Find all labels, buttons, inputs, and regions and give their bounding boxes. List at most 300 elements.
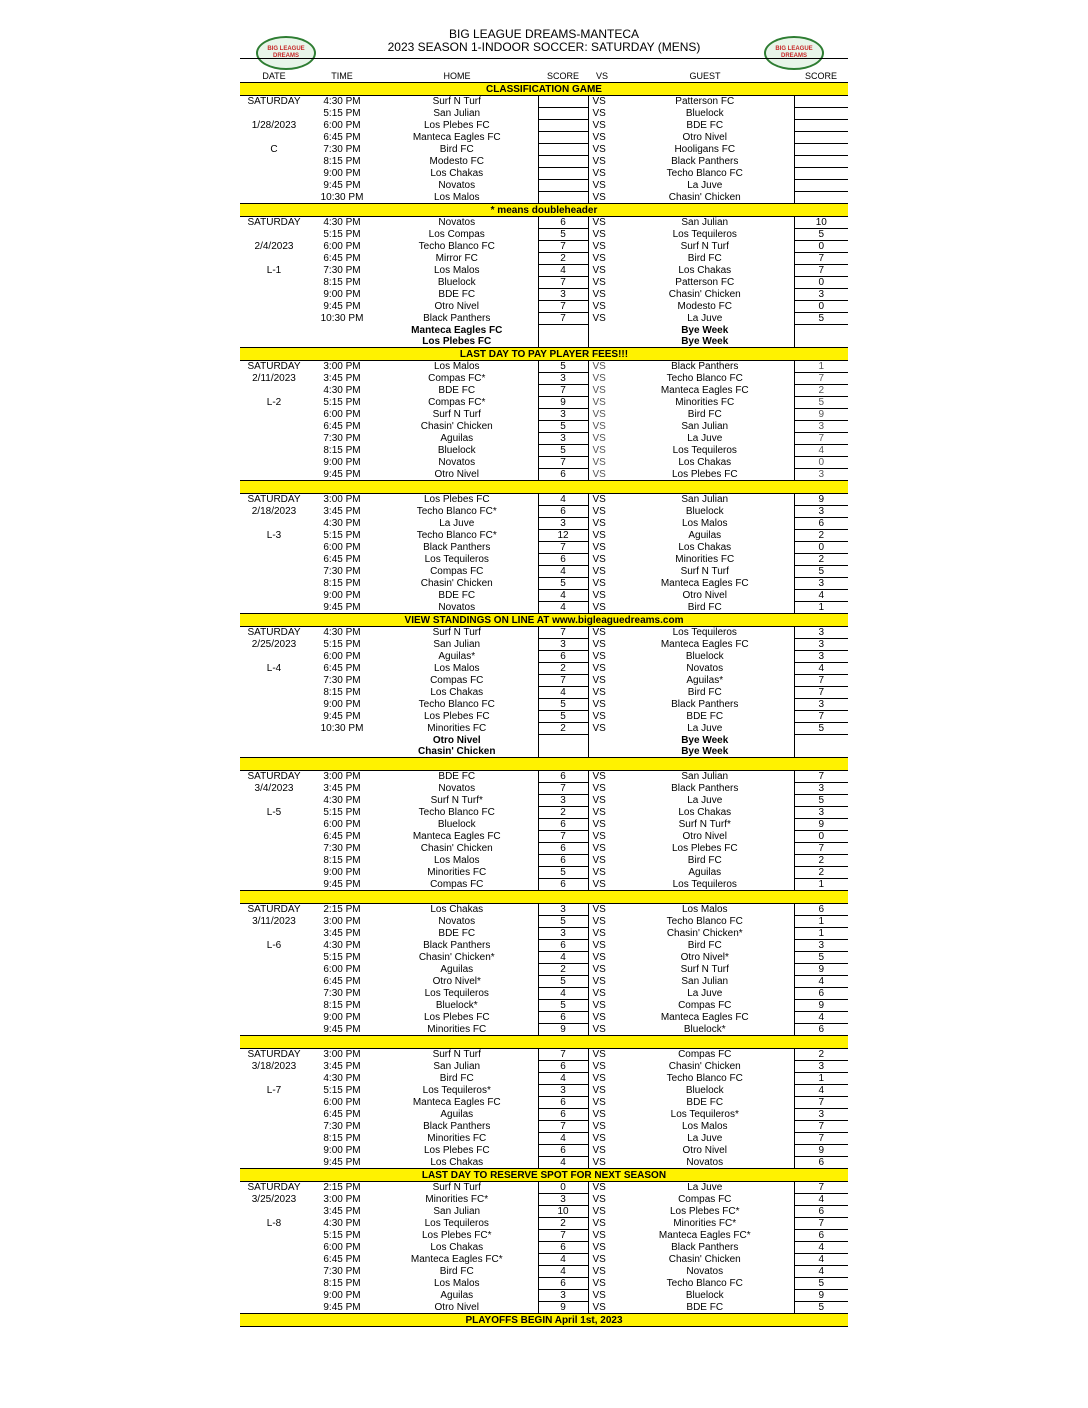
guest-score: 5 [794,1278,848,1290]
guest-score: 9 [794,1290,848,1302]
guest-team: Los Tequileros [672,627,737,639]
home-team: Los Chakas [430,1242,484,1253]
home-score: 4 [538,988,588,1000]
guest-team: Otro Nivel [682,1145,727,1156]
game-date-cell: L-2 [266,397,282,408]
game-date-cell: L-4 [266,663,282,674]
game-date-cell: SATURDAY [247,361,301,373]
game-row [240,578,848,590]
guest-score [794,168,848,180]
bye-gscore-cell [794,746,848,758]
game-date-cell [240,277,308,289]
guest-team: Black Panthers [671,361,739,373]
game-row [240,457,848,469]
game-date-cell [240,879,308,891]
home-score: 7 [538,783,588,795]
vs-label: VS [592,1023,606,1035]
game-time: 9:00 PM [323,289,361,300]
guest-team: Bluelock [685,1290,724,1301]
home-team: Surf N Turf [432,409,481,420]
game-time: 7:30 PM [323,265,361,276]
title-line-2: 2023 SEASON 1-INDOOR SOCCER: SATURDAY (MENS) [387,40,701,54]
guest-score: 6 [794,1024,848,1036]
vs-label: VS [592,156,606,167]
game-time: 9:45 PM [323,1156,361,1168]
guest-team: Bird FC [687,409,722,420]
game-row [240,108,848,120]
home-score: 5 [538,976,588,988]
game-date-cell: 3/25/2023 [251,1194,297,1205]
guest-team: Los Plebes FC [671,843,738,854]
game-row [240,530,848,542]
week-banner [240,758,848,771]
banner-text: LAST DAY TO RESERVE SPOT FOR NEXT SEASON [240,1169,848,1182]
game-time: 8:15 PM [323,1000,361,1011]
game-time: 5:15 PM [323,807,361,818]
game-time: 10:30 PM [320,723,364,734]
home-team: Los Plebes FC [423,1145,490,1156]
week-banner [240,481,848,494]
game-time: 6:45 PM [323,421,361,432]
game-time: 3:45 PM [323,1206,361,1217]
home-team: Los Tequileros [424,988,489,999]
guest-team: Black Panthers [671,156,739,167]
home-team: BDE FC [438,289,476,300]
guest-team: La Juve [687,433,723,444]
home-score: 7 [538,1121,588,1133]
guest-score: 3 [794,1109,848,1121]
game-date-cell [240,867,308,879]
game-time: 8:15 PM [323,687,361,698]
home-team: Aguilas [440,1290,474,1301]
column-header-guest: GUEST [616,70,794,83]
game-time: 4:30 PM [323,627,361,639]
vs-label: VS [592,277,606,288]
home-team: Minorities FC [427,723,487,734]
game-date-cell [240,952,308,964]
home-score: 6 [538,843,588,855]
game-row [240,1278,848,1290]
guest-score: 5 [794,723,848,735]
vs-label: VS [592,361,606,373]
home-team: Compas FC [430,675,484,686]
game-date-cell [240,1012,308,1024]
column-header-vs: VS [588,70,616,83]
home-score: 5 [538,867,588,879]
vs-label: VS [592,855,606,866]
game-time: 4:30 PM [323,795,361,806]
home-score: 7 [538,831,588,843]
vs-label: VS [592,711,606,722]
bye-time-cell [308,336,376,348]
game-date-cell: SATURDAY [247,627,301,639]
game-row [240,1218,848,1230]
home-team: Bird FC [439,144,474,155]
game-time: 9:00 PM [323,1145,361,1156]
guest-team: Black Panthers [671,699,739,710]
guest-score: 0 [794,241,848,253]
vs-label: VS [592,132,606,143]
bye-week-label: Bye Week [681,734,729,746]
guest-team: Manteca Eagles FC [660,385,749,396]
week-banner [240,1169,848,1182]
game-date-cell [240,1157,308,1169]
game-row [240,940,848,952]
home-team: Surf N Turf [432,627,481,639]
game-row [240,1230,848,1242]
game-time: 7:30 PM [323,433,361,444]
vs-label: VS [592,289,606,300]
bye-row [240,735,848,747]
home-team: Otro Nivel [434,468,479,480]
guest-team: Los Chakas [678,542,732,553]
home-team: Los Chakas [430,687,484,698]
home-score: 7 [538,627,588,639]
guest-score: 3 [794,469,848,481]
vs-label: VS [592,180,606,191]
home-team: Techo Blanco FC* [416,506,497,517]
vs-label: VS [592,807,606,818]
game-row [240,651,848,663]
home-score: 2 [538,663,588,675]
vs-label: VS [592,1121,606,1132]
guest-team: Minorities FC [675,397,735,408]
home-team: Techo Blanco FC [418,807,495,818]
game-row [240,1242,848,1254]
game-time: 6:45 PM [323,554,361,565]
game-row [240,132,848,144]
home-score: 5 [538,421,588,433]
home-score: 7 [538,542,588,554]
home-score: 3 [538,433,588,445]
guest-score: 1 [794,928,848,940]
guest-score: 7 [794,265,848,277]
home-score: 6 [538,855,588,867]
home-team: Black Panthers [423,542,491,553]
game-time: 8:15 PM [323,1278,361,1289]
guest-team: La Juve [687,988,723,999]
home-team: Modesto FC [429,156,484,167]
game-time: 8:15 PM [323,1133,361,1144]
game-row [240,639,848,651]
home-team: Bird FC [439,1266,474,1277]
guest-score: 6 [794,904,848,916]
guest-team: Compas FC [678,1049,732,1061]
game-row [240,373,848,385]
home-score: 6 [538,1109,588,1121]
game-time: 8:15 PM [323,156,361,167]
game-time: 7:30 PM [323,566,361,577]
guest-team: Manteca Eagles FC [660,639,749,650]
home-team: San Julian [433,639,481,650]
game-row [240,241,848,253]
guest-score: 7 [794,771,848,783]
guest-score [794,144,848,156]
game-time: 5:15 PM [323,229,361,240]
home-score: 3 [538,904,588,916]
game-date-cell [240,1254,308,1266]
home-team: Aguilas [440,1109,474,1120]
home-score [538,180,588,192]
guest-team: Bird FC [687,253,722,264]
game-date-cell [240,1133,308,1145]
game-row [240,1121,848,1133]
game-row [240,385,848,397]
guest-score: 6 [794,988,848,1000]
vs-label: VS [592,627,606,639]
guest-team: Black Panthers [671,783,739,794]
home-score: 4 [538,1266,588,1278]
guest-team: Manteca Eagles FC [660,578,749,589]
game-row [240,1157,848,1169]
vs-label: VS [592,723,606,734]
game-date-cell: SATURDAY [247,96,301,108]
game-row [240,289,848,301]
guest-score: 7 [794,1182,848,1194]
banner-text: * means doubleheader [240,204,848,217]
game-time: 6:00 PM [323,409,361,420]
guest-team: Los Tequileros [672,229,737,240]
guest-team: Manteca Eagles FC* [658,1230,751,1241]
home-score: 6 [538,651,588,663]
guest-score: 4 [794,976,848,988]
home-score: 4 [538,566,588,578]
guest-team: Bluelock [685,506,724,517]
week-banner [240,348,848,361]
week-banner [240,891,848,904]
game-date-cell [240,699,308,711]
home-score: 2 [538,964,588,976]
guest-score: 2 [794,1049,848,1061]
game-time: 9:45 PM [323,468,361,480]
game-date-cell [240,988,308,1000]
guest-score: 9 [794,819,848,831]
vs-label: VS [592,1266,606,1277]
game-time: 9:00 PM [323,1012,361,1023]
home-team: Techo Blanco FC* [416,530,497,541]
home-team: Manteca Eagles FC [412,1097,501,1108]
guest-team: Bluelock [685,651,724,662]
column-header-guest-score: SCORE [794,70,848,83]
home-team: Los Malos [433,855,480,866]
game-row [240,1000,848,1012]
game-row [240,1097,848,1109]
home-team: Chasin' Chicken [420,843,493,854]
home-score: 9 [538,1302,588,1314]
game-time: 4:30 PM [323,385,361,396]
game-row [240,180,848,192]
game-row [240,831,848,843]
vs-label: VS [592,675,606,686]
vs-label: VS [592,795,606,806]
game-row [240,96,848,108]
guest-team: Aguilas [688,867,722,878]
vs-label: VS [592,191,606,203]
game-row [240,964,848,976]
vs-label: VS [592,253,606,264]
home-score: 6 [538,1242,588,1254]
home-score [538,108,588,120]
game-date-cell [240,1278,308,1290]
vs-label: VS [592,373,606,384]
guest-team: Chasin' Chicken* [666,928,743,939]
game-row [240,469,848,481]
game-time: 9:45 PM [323,301,361,312]
home-score: 4 [538,494,588,506]
home-team: Novatos [438,783,476,794]
guest-score: 2 [794,855,848,867]
game-time: 4:30 PM [323,518,361,529]
game-date-cell [240,964,308,976]
game-time: 5:15 PM [323,639,361,650]
game-row [240,723,848,735]
guest-score [794,96,848,108]
guest-team: Chasin' Chicken [668,1061,741,1072]
game-time: 5:15 PM [323,1230,361,1241]
game-row [240,192,848,204]
home-team: Novatos [438,217,476,229]
game-time: 3:00 PM [323,771,361,783]
guest-score: 1 [794,879,848,891]
game-row [240,1133,848,1145]
footer-banner-text: PLAYOFFS BEGIN April 1st, 2023 [240,1314,848,1327]
home-score: 7 [538,457,588,469]
game-date-cell: 1/28/2023 [251,120,297,131]
game-row [240,783,848,795]
vs-label: VS [592,120,606,131]
home-score: 4 [538,1254,588,1266]
game-time: 5:15 PM [323,397,361,408]
guest-score: 4 [794,1266,848,1278]
game-row [240,1012,848,1024]
vs-label: VS [592,1156,606,1168]
game-row [240,1266,848,1278]
game-row [240,904,848,916]
vs-label: VS [592,1073,606,1084]
game-date-cell [240,385,308,397]
home-score: 9 [538,1024,588,1036]
vs-label: VS [592,566,606,577]
guest-score: 9 [794,964,848,976]
game-row [240,843,848,855]
guest-team: San Julian [681,421,729,432]
home-team: Los Plebes FC [423,120,490,131]
game-date-cell: L-8 [266,1218,282,1229]
guest-score: 4 [794,1242,848,1254]
game-date-cell [240,1000,308,1012]
guest-score: 0 [794,301,848,313]
guest-team: Bird FC [687,687,722,698]
guest-score: 5 [794,313,848,325]
guest-score [794,132,848,144]
game-date-cell [240,687,308,699]
game-date-cell [240,651,308,663]
vs-label: VS [592,819,606,830]
guest-score: 5 [794,795,848,807]
guest-team: Chasin' Chicken [668,191,741,203]
home-team: Chasin' Chicken [420,421,493,432]
home-team: San Julian [433,108,481,119]
guest-score: 9 [794,1145,848,1157]
guest-score: 2 [794,554,848,566]
game-row [240,1206,848,1218]
guest-score: 1 [794,916,848,928]
home-score: 7 [538,301,588,313]
game-date-cell [240,409,308,421]
guest-score: 2 [794,867,848,879]
vs-label: VS [592,601,606,613]
game-row [240,819,848,831]
home-team: Aguilas* [438,651,476,662]
vs-label: VS [592,542,606,553]
home-score: 7 [538,277,588,289]
home-team: Los Malos [433,265,480,276]
game-time: 3:45 PM [323,928,361,939]
game-time: 9:00 PM [323,457,361,468]
week-banner [240,1036,848,1049]
guest-team: Minorities FC* [673,1218,737,1229]
game-time: 6:00 PM [323,1097,361,1108]
home-team: Minorities FC [427,1133,487,1144]
bye-team: Otro Nivel [432,734,481,746]
game-row [240,1145,848,1157]
schedule-sheet [240,70,848,1327]
bye-week-label: Bye Week [681,746,729,757]
game-row [240,1194,848,1206]
vs-label: VS [592,301,606,312]
game-date-cell: SATURDAY [247,771,301,783]
game-date-cell [240,723,308,735]
home-team: Bluelock [437,445,476,456]
home-team: Otro Nivel [434,301,479,312]
game-time: 3:45 PM [323,783,361,794]
game-date-cell [240,457,308,469]
home-team: Minorities FC* [425,1194,489,1205]
home-team: Techo Blanco FC [418,241,495,252]
guest-score: 7 [794,253,848,265]
guest-score: 5 [794,952,848,964]
bye-vs-cell [588,746,616,758]
game-date-cell [240,1206,308,1218]
vs-label: VS [592,928,606,939]
guest-score: 7 [794,711,848,723]
home-team: Bluelock [437,819,476,830]
bye-score-cell [538,336,588,348]
vs-label: VS [592,1254,606,1265]
game-date-cell [240,578,308,590]
guest-score: 1 [794,1073,848,1085]
column-header-row [240,70,848,83]
guest-team: Chasin' Chicken [668,289,741,300]
game-time: 7:30 PM [323,144,361,155]
game-time: 8:15 PM [323,855,361,866]
vs-label: VS [592,1278,606,1289]
vs-label: VS [592,940,606,951]
guest-score: 9 [794,1000,848,1012]
guest-team: Hooligans FC [674,144,736,155]
guest-team: Los Tequileros [672,878,737,890]
guest-score: 9 [794,494,848,506]
game-row [240,217,848,229]
vs-label: VS [592,590,606,601]
week-banner [240,614,848,627]
game-date-cell [240,301,308,313]
bye-time-cell [308,735,376,747]
vs-label: VS [592,1145,606,1156]
home-score: 3 [538,373,588,385]
game-time: 3:00 PM [323,1194,361,1205]
game-row [240,554,848,566]
